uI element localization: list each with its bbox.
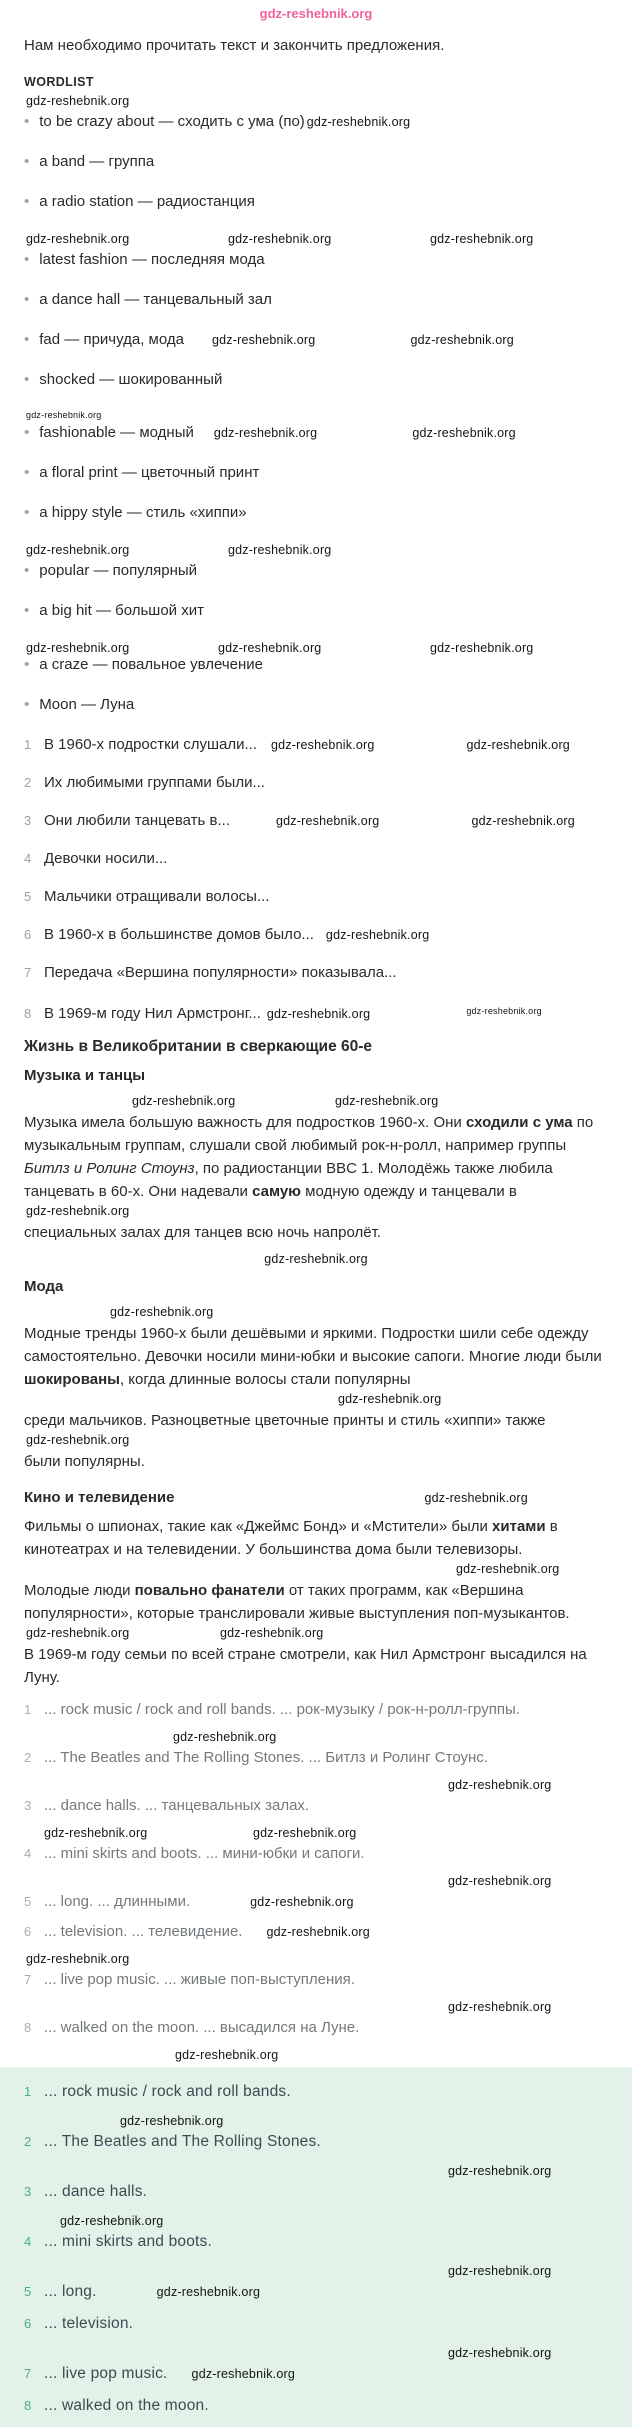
wordlist-item-text: to be crazy about — сходить с ума (по) [39,113,305,130]
final-answer-row [24,2281,608,2303]
site-watermark: gdz-reshebnik.org [26,410,102,420]
question-row [24,886,608,908]
wordlist-item-text: popular — популярный [39,562,198,579]
final-answer-text: ... dance halls. [44,2183,148,2200]
wordlist-item-text: fad — причуда, мода [39,331,184,348]
site-watermark: gdz-reshebnik.org [412,426,516,440]
watermark-row [24,640,608,658]
site-watermark: gdz-reshebnik.org [26,232,130,246]
question-text: В 1960-х подростки слушали... [44,736,258,753]
question-text: Девочки носили... [44,850,168,867]
site-watermark: gdz-reshebnik.org [132,1094,236,1108]
site-watermark: gdz-reshebnik.org [448,2000,552,2014]
question-text: В 1960-х в большинстве домов было... [44,926,314,943]
watermark-row [24,2263,608,2281]
site-watermark: gdz-reshebnik.org [448,2264,552,2278]
watermark-row [24,542,608,560]
final-answer-text: ... walked on the moon. [44,2397,209,2414]
site-watermark: gdz-reshebnik.org [26,1626,130,1640]
watermark-row [24,2163,608,2181]
site-watermark: gdz-reshebnik.org [325,928,430,942]
wordlist-item-text: a dance hall — танцевальный зал [39,291,272,308]
question-row [24,1000,608,1025]
wordlist [24,111,608,716]
watermark-row [24,2213,608,2231]
question-number: 4 [24,851,32,866]
site-watermark: gdz-reshebnik.org [220,1626,324,1640]
answer-text: ... television. ... телевидение. [44,1923,243,1940]
final-answer-number: 8 [24,2398,32,2413]
wordlist-item [24,462,608,484]
final-answer-row [24,2181,608,2203]
wordlist-item-text: latest fashion — последняя мода [39,251,265,268]
bullet-icon: • [24,371,30,388]
final-answer-text: ... television. [44,2315,134,2332]
site-watermark: gdz-reshebnik.org [271,738,375,752]
final-answer-row [24,2231,608,2253]
watermark-row [24,1561,608,1579]
answer-row [24,1843,608,1865]
site-watermark: gdz-reshebnik.org [191,2367,296,2381]
content [0,21,632,2065]
paragraph-cinema-end: В 1969-м году семьи по всей стране смотрели, как Нил Армстронг высадился на Луну. [24,1646,587,1686]
final-answer-number: 1 [24,2084,32,2099]
question-list [24,734,608,1025]
watermark-row [24,1625,608,1643]
bullet-icon: • [24,562,30,579]
answer-text: ... dance halls. ... танцевальных залах. [44,1797,310,1814]
answer-number: 8 [24,2020,32,2035]
site-watermark-top: gdz-reshebnik.org [259,6,373,21]
answer-row [24,1795,608,1817]
watermark-row [24,1304,608,1322]
answer-row [24,1747,608,1769]
final-answer-text: ... mini skirts and boots. [44,2233,213,2250]
answers-with-translation [24,1699,608,2065]
site-watermark: gdz-reshebnik.org [120,2114,224,2128]
section-heading-cinema [24,1487,608,1509]
site-watermark: gdz-reshebnik.org [26,1204,130,1218]
wordlist-heading: WORDLIST [24,75,94,89]
site-watermark: gdz-reshebnik.org [26,1433,130,1447]
paragraph-music-continued: специальных залах для танцев всю ночь напролёт. [24,1224,381,1241]
final-answer-row [24,2131,608,2153]
bullet-icon: • [24,193,30,210]
final-answer-number: 7 [24,2366,32,2381]
bullet-icon: • [24,331,30,348]
bullet-icon: • [24,504,30,521]
final-answer-number: 5 [24,2284,32,2299]
question-row [24,848,608,870]
watermark-row [24,1777,608,1795]
site-watermark: gdz-reshebnik.org [253,1826,357,1840]
wordlist-item-text: a floral print — цветочный принт [39,464,260,481]
question-text: Их любимыми группами были... [44,774,265,791]
site-watermark: gdz-reshebnik.org [60,2214,164,2228]
question-text: Мальчики отращивали волосы... [44,888,270,905]
site-watermark: gdz-reshebnik.org [424,1491,528,1505]
bullet-icon: • [24,464,30,481]
final-answer-text: ... rock music / rock and roll bands. [44,2083,291,2100]
answer-text: ... mini skirts and boots. ... мини-юбки и сапоги. [44,1845,365,1862]
site-watermark: gdz-reshebnik.org [26,94,130,108]
question-text: Они любили танцевать в... [44,812,230,829]
watermark-row [24,1951,608,1969]
site-watermark: gdz-reshebnik.org [26,543,130,557]
article-title-clipped [24,1037,608,1055]
wordlist-item [24,502,608,524]
question-number: 5 [24,889,32,904]
wordlist-item [24,422,608,444]
site-watermark: gdz-reshebnik.org [173,1730,277,1744]
site-watermark: gdz-reshebnik.org [211,333,316,347]
wordlist-item [24,289,608,311]
question-row [24,810,608,832]
bullet-icon: • [24,291,30,308]
question-row [24,734,608,756]
site-watermark: gdz-reshebnik.org [228,543,332,557]
final-answer-number: 2 [24,2134,32,2149]
site-watermark: gdz-reshebnik.org [110,1305,214,1319]
bullet-icon: • [24,602,30,619]
watermark-row [24,231,608,249]
wordlist-item-text: a radio station — радиостанция [39,193,255,210]
site-watermark: gdz-reshebnik.org [338,1392,442,1406]
wordlist-item-text: shocked — шокированный [39,371,223,388]
wordlist-item [24,694,608,716]
question-text: Передача «Вершина популярности» показывала... [44,964,397,981]
bullet-icon: • [24,424,30,441]
question-number: 8 [24,1006,32,1021]
wordlist-item [24,249,608,271]
site-watermark: gdz-reshebnik.org [448,2346,552,2360]
site-watermark: gdz-reshebnik.org [430,232,534,246]
bullet-icon: • [24,696,30,713]
watermark-row [24,1873,608,1891]
site-watermark: gdz-reshebnik.org [430,641,534,655]
answer-number: 6 [24,1924,32,1939]
final-answer-number: 4 [24,2234,32,2249]
site-watermark: gdz-reshebnik.org [218,641,322,655]
site-watermark: gdz-reshebnik.org [456,1562,560,1576]
wordlist-item [24,329,608,351]
wordlist-item-text: fashionable — модный [39,424,194,441]
site-watermark: gdz-reshebnik.org [466,1006,542,1016]
answer-number: 3 [24,1798,32,1813]
site-watermark: gdz-reshebnik.org [156,2285,261,2299]
answer-row [24,1921,608,1943]
site-watermark: gdz-reshebnik.org [471,814,575,828]
watermark-row [24,2113,608,2131]
site-watermark: gdz-reshebnik.org [44,1826,148,1840]
answer-row [24,1969,608,1991]
wordlist-item [24,560,608,582]
watermark-row [24,2047,608,2065]
question-row [24,924,608,946]
watermark-row [24,1999,608,2017]
site-watermark: gdz-reshebnik.org [448,1874,552,1888]
wordlist-item [24,369,608,391]
watermark-row [24,2345,608,2363]
wordlist-item-text: a craze — повальное увлечение [39,656,263,673]
final-answer-row [24,2081,608,2103]
watermark-row [24,1729,608,1747]
answer-text: ... walked on the moon. ... высадился на Луне. [44,2019,360,2036]
paragraph-fashion-end: были популярны. [24,1453,145,1470]
watermark-row [24,1203,608,1221]
answer-number: 1 [24,1702,32,1717]
question-number: 3 [24,813,32,828]
site-watermark: gdz-reshebnik.org [410,333,514,347]
wordlist-item [24,151,608,173]
section-heading-music: Музыка и танцы [24,1067,146,1084]
site-watermark: gdz-reshebnik.org [266,1007,371,1021]
final-answer-row [24,2395,608,2417]
final-answer-number: 6 [24,2316,32,2331]
watermark-row [24,409,608,422]
question-row [24,962,608,984]
paragraph-music: Музыка имела большую важность для подростков 1960-х. Они сходили с ума по музыкальным группам, слушали свой любимый рок-н-ролл, например группы Битлз и Ролинг Стоунз, по радиостанции BBC 1. Молодёжь также любила танцевать в 60-х. Они надевали самую модную одежду и танцевали в [24,1114,594,1200]
answer-number: 5 [24,1894,32,1909]
section-heading-cinema-text: Кино и телевидение [24,1489,175,1506]
site-watermark: gdz-reshebnik.org [26,1952,130,1966]
site-watermark: gdz-reshebnik.org [264,1252,368,1266]
answer-text: ... long. ... длинными. [44,1893,191,1910]
site-watermark: gdz-reshebnik.org [306,115,411,129]
wordlist-item-text: Moon — Луна [39,696,135,713]
bullet-icon: • [24,251,30,268]
site-watermark: gdz-reshebnik.org [266,1925,370,1939]
site-watermark: gdz-reshebnik.org [175,2048,279,2062]
site-watermark: gdz-reshebnik.org [228,232,332,246]
answer-number: 2 [24,1750,32,1765]
site-watermark: gdz-reshebnik.org [213,426,318,440]
question-row [24,772,608,794]
wordlist-item-text: a band — группа [39,153,155,170]
question-number: 2 [24,775,32,790]
question-number: 7 [24,965,32,980]
bullet-icon: • [24,153,30,170]
answer-number: 4 [24,1846,32,1861]
question-number: 6 [24,927,32,942]
final-answer-text: ... The Beatles and The Rolling Stones. [44,2133,321,2150]
question-text: В 1969-м году Нил Армстронг... [44,1005,261,1022]
question-number: 1 [24,737,32,752]
watermark-row [24,1250,608,1268]
wordlist-item-text: a hippy style — стиль «хиппи» [39,504,247,521]
bullet-icon: • [24,113,30,130]
paragraph-cinema-continued: Молодые люди повально фанатели от таких программ, как «Вершина популярности», которые транслировали живые выступления поп-музыкантов. [24,1582,570,1622]
answer-text: ... The Beatles and The Rolling Stones. ... Битлз и Ролинг Стоунс. [44,1749,488,1766]
section-heading-fashion: Мода [24,1278,64,1295]
answer-row [24,1699,608,1721]
bullet-icon: • [24,656,30,673]
site-watermark: gdz-reshebnik.org [26,641,130,655]
site-watermark: gdz-reshebnik.org [448,2164,552,2178]
final-answer-row [24,2363,608,2385]
answer-text: ... rock music / rock and roll bands. ... рок-музыку / рок-н-ролл-группы. [44,1701,520,1718]
wordlist-item [24,600,608,622]
answer-row [24,2017,608,2039]
wordlist-item-text: a big hit — большой хит [39,602,204,619]
site-watermark: gdz-reshebnik.org [276,814,380,828]
watermark-row [24,1391,608,1409]
final-answer-number: 3 [24,2184,32,2199]
site-watermark: gdz-reshebnik.org [448,1778,552,1792]
task-intro: Нам необходимо прочитать текст и закончить предложения. [24,37,445,54]
paragraph-fashion: Модные тренды 1960-х были дешёвыми и яркими. Подростки шили себе одежду самостоятельно. Девочки носили мини-юбки и высокие сапоги. Многие люди были шокированы, когда длинные волосы стали популярны [24,1325,602,1388]
watermark-row [24,1093,608,1111]
wordlist-item [24,191,608,213]
wordlist-item [24,111,608,133]
final-answers-section [0,2067,632,2427]
site-watermark: gdz-reshebnik.org [250,1895,354,1909]
watermark-row [24,1432,608,1450]
answer-text: ... live pop music. ... живые поп-выступления. [44,1971,355,1988]
paragraph-cinema: Фильмы о шпионах, такие как «Джеймс Бонд» и «Мстители» были хитами в кинотеатрах и на телевидении. У большинства дома были телевизоры. [24,1518,558,1558]
final-answer-row [24,2313,608,2335]
answer-number: 7 [24,1972,32,1987]
watermark-row [24,1825,608,1843]
paragraph-fashion-continued: среди мальчиков. Разноцветные цветочные принты и стиль «хиппи» также [24,1412,546,1429]
watermark-row [24,93,608,111]
article-title: Жизнь в Великобритании в сверкающие 60-е [24,1038,373,1055]
final-answer-text: ... long. [44,2283,97,2300]
site-watermark: gdz-reshebnik.org [466,738,570,752]
final-answer-text: ... live pop music. [44,2365,168,2382]
site-watermark: gdz-reshebnik.org [335,1094,439,1108]
answer-row [24,1891,608,1913]
